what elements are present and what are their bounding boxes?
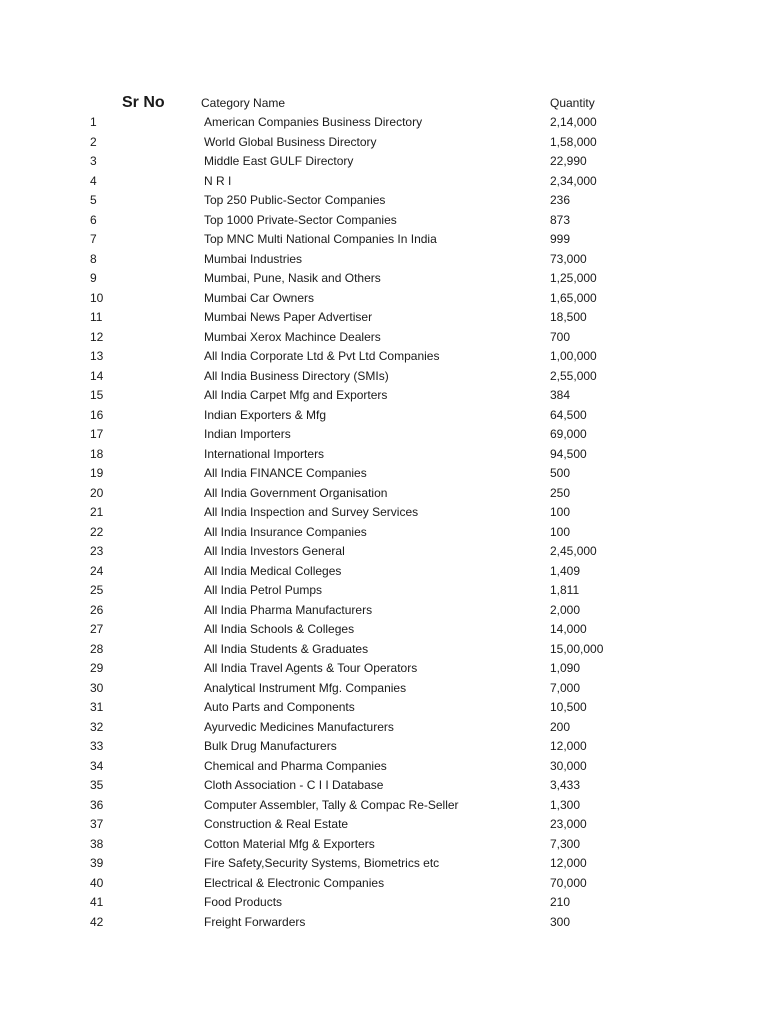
row-sr-no: 14	[90, 368, 104, 383]
table-row	[0, 718, 768, 738]
row-sr-no: 30	[90, 680, 104, 695]
row-sr-no: 10	[90, 290, 104, 305]
row-category-name: Mumbai Industries	[204, 251, 303, 266]
row-category-name: Top 1000 Private-Sector Companies	[204, 212, 397, 227]
row-sr-no: 31	[90, 700, 104, 714]
row-quantity: 2,45,000	[550, 544, 597, 558]
row-quantity: 236	[550, 193, 571, 207]
table-row	[0, 913, 768, 933]
row-quantity: 700	[550, 329, 571, 344]
row-category-name: Cotton Material Mfg & Exporters	[204, 836, 375, 851]
row-sr-no: 17	[90, 427, 104, 441]
table-row	[0, 581, 768, 601]
row-quantity: 22,990	[550, 154, 587, 168]
row-category-name: Mumbai, Pune, Nasik and Others	[204, 271, 381, 285]
row-category-name: Cloth Association - C I I Database	[204, 778, 384, 792]
table-header	[0, 92, 768, 114]
table-row	[0, 542, 768, 562]
table-row	[0, 874, 768, 894]
row-sr-no: 25	[90, 583, 104, 597]
row-category-name: Electrical & Electronic Companies	[204, 875, 385, 890]
row-sr-no: 7	[90, 232, 97, 246]
row-sr-no: 5	[90, 193, 97, 207]
row-category-name: Ayurvedic Medicines Manufacturers	[204, 719, 394, 734]
row-quantity: 200	[550, 719, 571, 734]
table-row	[0, 835, 768, 855]
row-quantity: 1,65,000	[550, 290, 597, 305]
row-quantity: 300	[550, 914, 571, 929]
table-row	[0, 757, 768, 777]
row-quantity: 1,300	[550, 797, 581, 812]
row-sr-no: 6	[90, 212, 97, 227]
row-quantity: 1,25,000	[550, 271, 597, 285]
row-sr-no: 22	[90, 524, 104, 539]
table-row	[0, 679, 768, 699]
header-category-name: Category Name	[201, 96, 286, 110]
table-row	[0, 562, 768, 582]
row-category-name: World Global Business Directory	[204, 134, 377, 149]
row-category-name: All India Government Organisation	[204, 485, 388, 500]
row-quantity: 1,00,000	[550, 349, 597, 363]
row-sr-no: 33	[90, 739, 104, 753]
row-sr-no: 3	[90, 154, 97, 168]
row-sr-no: 8	[90, 251, 97, 266]
row-quantity: 64,500	[550, 407, 587, 422]
row-category-name: All India Corporate Ltd & Pvt Ltd Companies	[204, 349, 440, 363]
row-category-name: All India Carpet Mfg and Exporters	[204, 388, 388, 402]
row-category-name: Middle East GULF Directory	[204, 154, 354, 168]
table-row	[0, 776, 768, 796]
row-sr-no: 26	[90, 602, 104, 617]
table-row	[0, 698, 768, 718]
row-quantity: 1,090	[550, 661, 581, 675]
table-row	[0, 640, 768, 660]
row-sr-no: 37	[90, 817, 104, 831]
row-quantity: 14,000	[550, 622, 587, 636]
table-row	[0, 230, 768, 250]
row-category-name: All India Medical Colleges	[204, 563, 342, 578]
table-row	[0, 308, 768, 328]
row-quantity: 2,000	[550, 602, 581, 617]
row-quantity: 2,14,000	[550, 115, 597, 129]
table-row	[0, 893, 768, 913]
row-sr-no: 41	[90, 895, 104, 909]
table-row	[0, 425, 768, 445]
row-sr-no: 42	[90, 914, 104, 929]
table-row	[0, 172, 768, 192]
table-row	[0, 289, 768, 309]
row-category-name: All India Travel Agents & Tour Operators	[204, 661, 418, 675]
row-sr-no: 12	[90, 329, 104, 344]
row-sr-no: 32	[90, 719, 104, 734]
header-quantity: Quantity	[550, 96, 595, 110]
row-sr-no: 21	[90, 505, 104, 519]
row-sr-no: 16	[90, 407, 104, 422]
row-quantity: 384	[550, 388, 571, 402]
table-row	[0, 464, 768, 484]
table-row	[0, 269, 768, 289]
row-category-name: All India Schools & Colleges	[204, 622, 355, 636]
row-category-name: Top 250 Public-Sector Companies	[204, 193, 386, 207]
table-row	[0, 386, 768, 406]
row-category-name: Auto Parts and Components	[204, 700, 355, 714]
row-category-name: International Importers	[204, 446, 325, 461]
row-sr-no: 28	[90, 641, 104, 656]
table-row	[0, 737, 768, 757]
row-category-name: Indian Importers	[204, 427, 291, 441]
row-quantity: 1,409	[550, 563, 581, 578]
table-row	[0, 347, 768, 367]
row-category-name: Chemical and Pharma Companies	[204, 758, 387, 773]
row-category-name: Computer Assembler, Tally & Compac Re-Seller	[204, 797, 459, 812]
row-quantity: 30,000	[550, 758, 587, 773]
table-row	[0, 620, 768, 640]
row-category-name: Fire Safety,Security Systems, Biometrics etc	[204, 856, 440, 870]
row-quantity: 873	[550, 212, 571, 227]
row-quantity: 70,000	[550, 875, 587, 890]
row-quantity: 999	[550, 232, 571, 246]
row-category-name: Mumbai News Paper Advertiser	[204, 310, 373, 324]
row-category-name: All India Petrol Pumps	[204, 583, 323, 597]
table-row	[0, 250, 768, 270]
table-row	[0, 854, 768, 874]
row-category-name: All India FINANCE Companies	[204, 466, 367, 480]
row-category-name: All India Insurance Companies	[204, 524, 367, 539]
table-row	[0, 133, 768, 153]
row-quantity: 7,000	[550, 680, 581, 695]
row-sr-no: 40	[90, 875, 104, 890]
row-category-name: Analytical Instrument Mfg. Companies	[204, 680, 407, 695]
row-category-name: Freight Forwarders	[204, 914, 306, 929]
row-sr-no: 23	[90, 544, 104, 558]
row-sr-no: 13	[90, 349, 104, 363]
row-sr-no: 27	[90, 622, 104, 636]
table-body	[0, 113, 768, 932]
row-quantity: 100	[550, 505, 571, 519]
row-quantity: 12,000	[550, 856, 587, 870]
row-sr-no: 11	[90, 310, 103, 324]
row-sr-no: 18	[90, 446, 104, 461]
row-quantity: 500	[550, 466, 571, 480]
table-row	[0, 328, 768, 348]
row-sr-no: 24	[90, 563, 104, 578]
row-quantity: 15,00,000	[550, 641, 604, 656]
row-category-name: Top MNC Multi National Companies In India	[204, 232, 437, 246]
table-row	[0, 601, 768, 621]
table-row	[0, 406, 768, 426]
row-sr-no: 35	[90, 778, 104, 792]
row-category-name: All India Inspection and Survey Services	[204, 505, 419, 519]
row-sr-no: 15	[90, 388, 104, 402]
row-quantity: 250	[550, 485, 571, 500]
row-sr-no: 4	[90, 173, 97, 188]
table-row	[0, 445, 768, 465]
row-quantity: 3,433	[550, 778, 581, 792]
table-row	[0, 211, 768, 231]
row-quantity: 18,500	[550, 310, 587, 324]
table-row	[0, 796, 768, 816]
row-sr-no: 9	[90, 271, 97, 285]
row-category-name: All India Investors General	[204, 544, 345, 558]
table-row	[0, 503, 768, 523]
table-row	[0, 113, 768, 133]
row-sr-no: 39	[90, 856, 104, 870]
row-quantity: 1,58,000	[550, 134, 597, 149]
row-category-name: Indian Exporters & Mfg	[204, 407, 327, 422]
row-sr-no: 36	[90, 797, 104, 812]
row-quantity: 23,000	[550, 817, 587, 831]
row-category-name: Bulk Drug Manufacturers	[204, 739, 337, 753]
row-quantity: 2,34,000	[550, 173, 597, 188]
row-sr-no: 38	[90, 836, 104, 851]
row-quantity: 69,000	[550, 427, 587, 441]
row-category-name: Mumbai Xerox Machince Dealers	[204, 329, 381, 344]
row-category-name: N R I	[204, 173, 232, 188]
row-quantity: 2,55,000	[550, 368, 597, 383]
table-row	[0, 367, 768, 387]
row-quantity: 73,000	[550, 251, 587, 266]
table-row	[0, 815, 768, 835]
table-row	[0, 523, 768, 543]
row-quantity: 12,000	[550, 739, 587, 753]
row-quantity: 94,500	[550, 446, 587, 461]
row-category-name: Mumbai Car Owners	[204, 290, 315, 305]
table-row	[0, 191, 768, 211]
header-sr-no: Sr No	[122, 94, 165, 111]
row-category-name: Food Products	[204, 895, 283, 909]
row-category-name: All India Students & Graduates	[204, 641, 369, 656]
row-quantity: 1,811	[550, 583, 580, 597]
row-sr-no: 19	[90, 466, 104, 480]
row-quantity: 210	[550, 895, 571, 909]
row-sr-no: 20	[90, 485, 104, 500]
row-quantity: 7,300	[550, 836, 581, 851]
row-category-name: Construction & Real Estate	[204, 817, 349, 831]
row-quantity: 10,500	[550, 700, 587, 714]
row-category-name: All India Business Directory (SMIs)	[204, 368, 389, 383]
table-row	[0, 152, 768, 172]
row-category-name: American Companies Business Directory	[204, 115, 423, 129]
row-sr-no: 34	[90, 758, 104, 773]
row-category-name: All India Pharma Manufacturers	[204, 602, 373, 617]
row-sr-no: 2	[90, 134, 97, 149]
row-quantity: 100	[550, 524, 571, 539]
table-row	[0, 659, 768, 679]
row-sr-no: 1	[90, 115, 97, 129]
row-sr-no: 29	[90, 661, 104, 675]
table-row	[0, 484, 768, 504]
